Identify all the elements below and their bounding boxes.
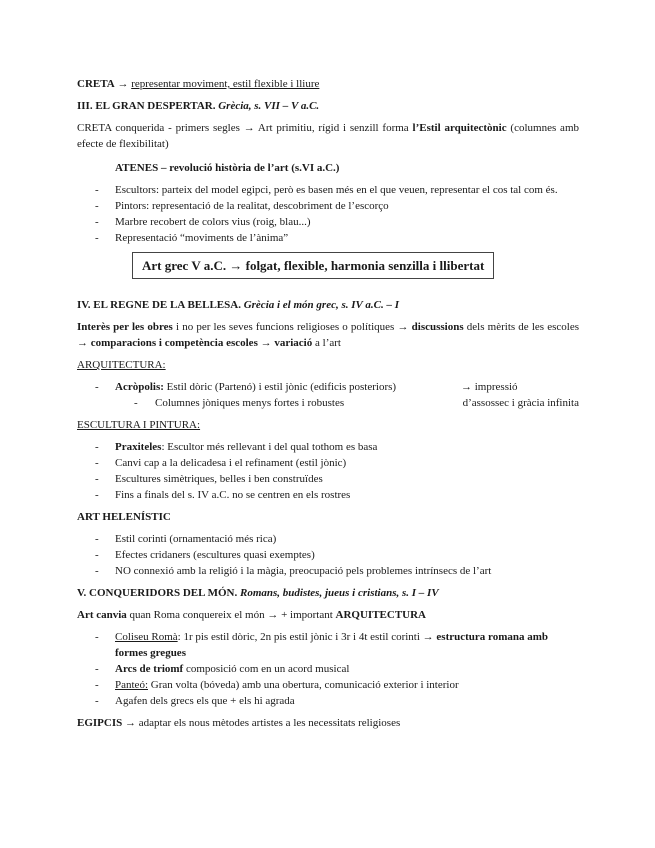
- acropolis-label: Acròpolis:: [115, 381, 164, 393]
- praxiteles-text: : Escultor més rellevant i del qual tothom es basa: [161, 441, 378, 453]
- intro-text: i no per les seves funcions religioses o polítiques →: [172, 321, 412, 333]
- list-item: [115, 629, 579, 661]
- praxiteles-label: Praxiteles: [115, 441, 162, 453]
- list-item: [115, 439, 579, 455]
- list-item: [115, 379, 579, 411]
- intro-text: →: [257, 337, 275, 349]
- panteo-text: Gran volta (bóveda) amb una obertura, comunicació exterior i interior: [148, 679, 459, 691]
- arquitectura-sublist: [115, 395, 579, 411]
- acropolis-text: Estil dòric (Partenó) i estil jònic (edificis posteriors): [163, 381, 397, 393]
- list-item: - Fins a finals del s. IV a.C. no se centren en els rostres: [115, 487, 579, 503]
- arquitectura-label: ARQUITECTURA:: [77, 359, 166, 371]
- intro-bold: variació: [274, 337, 313, 349]
- list-item: - Representació “moviments de l’ànima”: [115, 230, 579, 246]
- acropolis-right: → impressió: [461, 381, 518, 393]
- egipcis-label: EGIPCIS: [77, 717, 123, 729]
- atenes-heading: ATENES – revolució història de l’art (s.VI a.C.): [115, 162, 340, 174]
- section-3-subtitle: Grècia, s. VII – V a.C.: [218, 100, 320, 112]
- list-item: - Efectes cridaners (escultures quasi exemptes): [115, 547, 579, 563]
- section-3-title: III. EL GRAN DESPERTAR.: [77, 100, 216, 112]
- intro-bold: ARQUITECTURA: [335, 609, 427, 621]
- list-item: - Pintors: representació de la realitat, descobriment de l’escorço: [115, 198, 579, 214]
- arcs-label: Arcs de triomf: [115, 663, 184, 675]
- list-item: - NO connexió amb la religió i la màgia, preocupació pels problemes intrínsecs de l’art: [115, 563, 579, 579]
- intro-text: dels mèrits de les escoles →: [77, 321, 579, 349]
- intro-bold: Art canvia: [77, 609, 127, 621]
- list-item: - Agafen dels grecs els que + els hi agrada: [115, 693, 579, 709]
- section-4-heading: [77, 297, 579, 313]
- list-item: - Escultures simètriques, belles i ben construïdes: [115, 471, 579, 487]
- intro-bold: l’Estil arquitectònic: [412, 122, 507, 134]
- section-5-subtitle: Romans, budistes, jueus i cristians, s. I – IV: [240, 587, 439, 599]
- escultura-list: [77, 439, 579, 503]
- hellenistic-list: [77, 531, 579, 579]
- list-item: [155, 395, 579, 411]
- sub-right: d’assossec i gràcia infinita: [462, 397, 579, 409]
- creta-label: CRETA: [77, 78, 115, 90]
- arrow-icon: →: [117, 78, 129, 90]
- summary-box-wrap: [77, 252, 579, 279]
- coliseu-label: Coliseu Romà: [115, 631, 178, 643]
- egipcis-text: → adaptar els nous mètodes artistes a les necessitats religioses: [122, 717, 401, 729]
- section-5-title: V. CONQUERIDORS DEL MÓN.: [77, 587, 238, 599]
- section-5-list: [77, 629, 579, 709]
- section-4-subtitle: Grècia i el món grec, s. IV a.C. – I: [243, 299, 400, 311]
- intro-bold: Interès per les obres: [77, 321, 173, 333]
- intro-text: a l’art: [312, 337, 341, 349]
- escultura-label: ESCULTURA I PINTURA:: [77, 419, 201, 431]
- intro-text-a: CRETA conquerida - primers segles → Art primitiu, rígid i senzill forma: [77, 122, 413, 134]
- hellenistic-heading: ART HELENÍSTIC: [77, 511, 171, 523]
- intro-text-c: (columnes amb efecte de flexibilitat): [77, 122, 579, 150]
- list-item: - Canvi cap a la delicadesa i el refinament (estil jònic): [115, 455, 579, 471]
- section-3-heading: [77, 98, 579, 114]
- creta-line: [77, 76, 579, 92]
- list-item: - Estil corinti (ornamentació més rica): [115, 531, 579, 547]
- intro-bold: comparacions i competència escoles: [90, 337, 258, 349]
- sub-left: - Columnes jòniques menys fortes i robustes: [155, 397, 345, 409]
- list-item: - Marbre recobert de colors vius (roig, blau...): [115, 214, 579, 230]
- panteo-label: Panteó:: [115, 679, 148, 691]
- list-item: [115, 677, 579, 693]
- summary-box: Art grec V a.C. → folgat, flexible, harmonia senzilla i llibertat: [132, 252, 494, 279]
- arquitectura-list: [77, 379, 579, 411]
- section-3-list: [77, 182, 579, 246]
- section-5-heading: [77, 585, 579, 601]
- document-page: [77, 76, 579, 737]
- intro-bold: discussions: [411, 321, 464, 333]
- section-4-title: IV. EL REGNE DE LA BELLESA.: [77, 299, 241, 311]
- egipcis-line: [77, 715, 579, 731]
- section-5-intro: [77, 607, 579, 623]
- arcs-text: composició com en un acord musical: [183, 663, 350, 675]
- section-3-intro: [77, 120, 579, 152]
- section-4-intro: [77, 319, 579, 351]
- creta-text: representar moviment, estil flexible i lliure: [131, 78, 320, 90]
- intro-text: quan Roma conquereix el món → + important: [126, 609, 336, 621]
- list-item: - Escultors: parteix del model egipci, però es basen més en el que veuen, representar el cos tal com és.: [115, 182, 579, 198]
- list-item: [115, 661, 579, 677]
- coliseu-text: : 1r pis estil dòric, 2n pis estil jònic i 3r i 4t estil corinti →: [177, 631, 437, 643]
- coliseu-bold: estructura romana amb formes gregues: [115, 631, 549, 659]
